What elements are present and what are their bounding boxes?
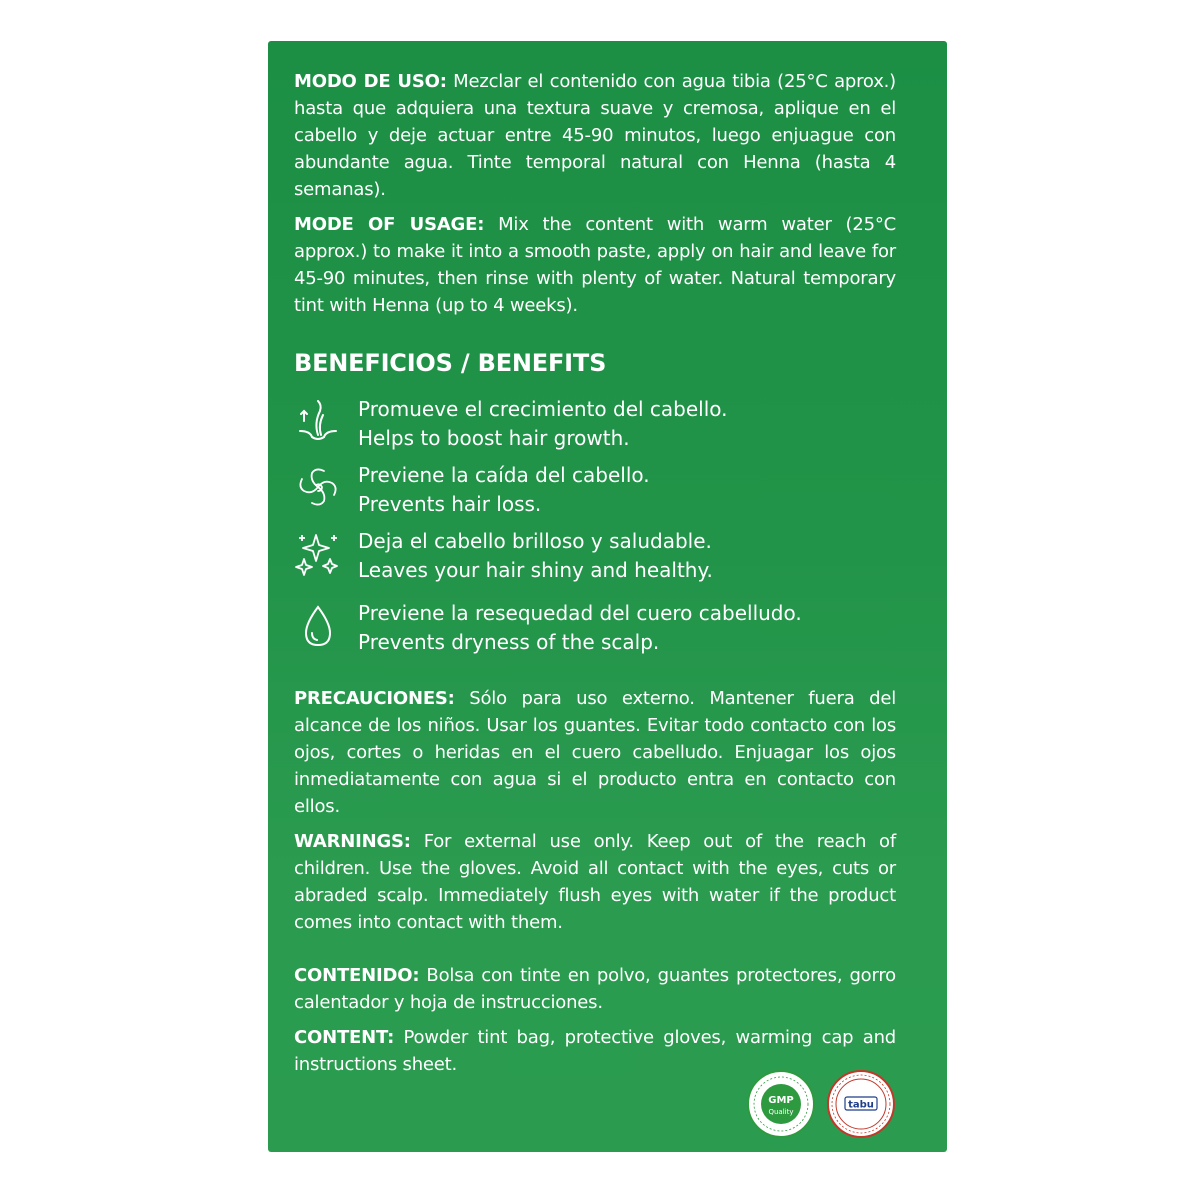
gmp-seal-top: GMP — [768, 1095, 794, 1106]
contents-es-text: Bolsa con tinte en polvo, guantes protectores, gorro calentador y hoja de instrucciones. — [294, 965, 896, 1013]
usage-es-text: Mezclar el contenido con agua tibia (25°C aprox.) hasta que adquiera una textura suave y cremosa, aplique en el cabello y deje actuar entre 45-90 minutos, luego enjuague con abundante agua. Tinte temporal natural con Henna (hasta 4 semanas). — [294, 71, 896, 200]
benefit-item — [294, 461, 896, 527]
warnings-en-label: WARNINGS: — [294, 831, 411, 852]
hair-follicle-icon — [294, 397, 342, 445]
contents-en-label: CONTENT: — [294, 1027, 395, 1048]
warnings-en-text: For external use only. Keep out of the reach of children. Use the gloves. Avoid all contact with the eyes, cuts or abraded scalp. Immediately flush eyes with water if the product comes into contact with them. — [294, 831, 896, 933]
benefit-item — [294, 395, 896, 461]
benefits-heading: BENEFICIOS / BENEFITS — [294, 349, 607, 377]
contents-es-paragraph — [294, 962, 896, 1016]
water-drop-icon — [294, 601, 342, 649]
benefit-es-text: Previene la caída del cabello. — [358, 463, 650, 487]
usage-en-label: MODE OF USAGE: — [294, 214, 485, 235]
usage-en-text: Mix the content with warm water (25°C approx.) to make it into a smooth paste, apply on hair and leave for 45-90 minutes, then rinse with plenty of water. Natural temporary tint with Henna (up to 4 weeks). — [294, 214, 896, 316]
contents-en-text: Powder tint bag, protective gloves, warming cap and instructions sheet. — [294, 1027, 896, 1075]
benefit-es-text: Previene la resequedad del cuero cabelludo. — [358, 601, 802, 625]
usage-es-paragraph — [294, 68, 896, 203]
benefit-es-text: Promueve el crecimiento del cabello. — [358, 397, 728, 421]
tabu-certification-seal — [826, 1069, 896, 1139]
precautions-es-text: Sólo para uso externo. Mantener fuera del alcance de los niños. Usar los guantes. Evitar todo contacto con los ojos, cortes o heridas en el cuero cabelludo. Enjuagar los ojos inmediatamente con agua si el producto entra en contacto con ellos. — [294, 688, 896, 817]
precautions-es-paragraph — [294, 685, 896, 820]
benefit-en-text: Helps to boost hair growth. — [358, 426, 630, 450]
gmp-seal-bottom: Quality — [768, 1108, 794, 1116]
usage-es-label: MODO DE USO: — [294, 71, 447, 92]
benefit-item — [294, 527, 896, 599]
benefit-en-text: Leaves your hair shiny and healthy. — [358, 558, 713, 582]
contents-es-label: CONTENIDO: — [294, 965, 420, 986]
benefit-item — [294, 599, 896, 665]
benefit-en-text: Prevents dryness of the scalp. — [358, 630, 660, 654]
benefit-en-text: Prevents hair loss. — [358, 492, 542, 516]
panel-content — [294, 68, 896, 1078]
warnings-en-paragraph — [294, 828, 896, 936]
benefit-es-text: Deja el cabello brilloso y saludable. — [358, 529, 712, 553]
usage-en-paragraph — [294, 211, 896, 319]
sparkles-icon — [294, 529, 342, 577]
gmp-seal — [746, 1069, 816, 1139]
precautions-es-label: PRECAUCIONES: — [294, 688, 455, 709]
product-info-panel — [268, 41, 947, 1152]
tabu-seal-center: tabu — [848, 1099, 874, 1111]
hair-swirl-icon — [294, 463, 342, 511]
